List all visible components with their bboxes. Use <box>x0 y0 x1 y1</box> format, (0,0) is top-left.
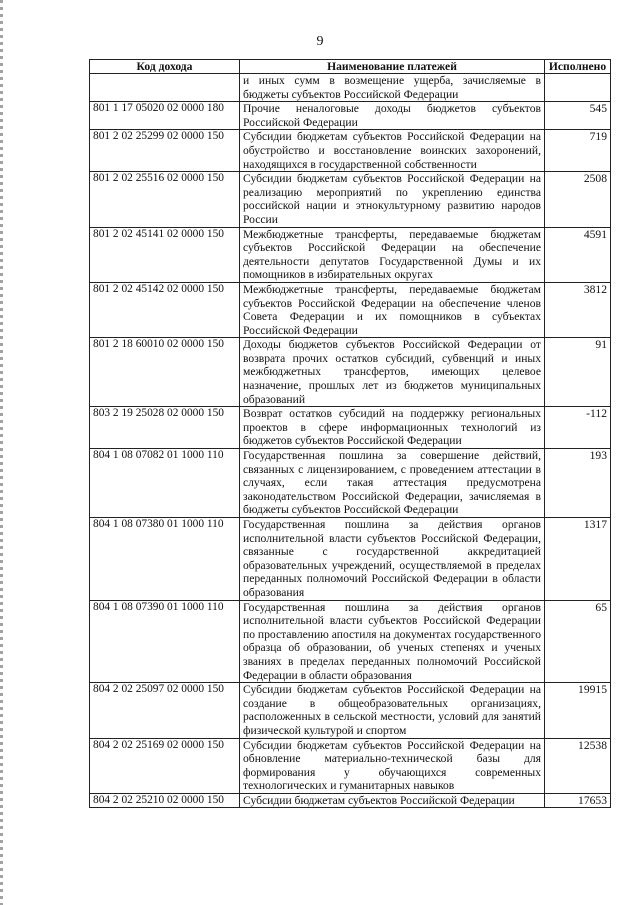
income-code: 801 2 02 25299 02 0000 150 <box>90 130 240 172</box>
income-code: 801 2 02 45141 02 0000 150 <box>90 227 240 282</box>
income-code: 801 2 02 45142 02 0000 150 <box>90 282 240 337</box>
executed-amount: 719 <box>545 130 611 172</box>
page-number: 9 <box>316 34 324 49</box>
table-row <box>90 172 611 227</box>
executed-amount: 19915 <box>545 683 611 738</box>
payment-name: Межбюджетные трансферты, передаваемые бюджетам субъектов Российской Федерации на обеспечение членов Совета Федерации и их помощников в субъектах Российской Федерации <box>240 282 545 337</box>
payment-name: Субсидии бюджетам субъектов Российской Федерации <box>240 793 545 808</box>
income-code: 804 2 02 25169 02 0000 150 <box>90 738 240 793</box>
executed-amount: 17653 <box>545 793 611 808</box>
income-code: 801 2 02 25516 02 0000 150 <box>90 172 240 227</box>
table-row <box>90 793 611 808</box>
table-row <box>90 518 611 601</box>
executed-amount: 12538 <box>545 738 611 793</box>
executed-amount: 1317 <box>545 518 611 601</box>
payment-name: Межбюджетные трансферты, передаваемые бюджетам субъектов Российской Федерации на обеспечение деятельности депутатов Государственной Думы и их помощников в избирательных округах <box>240 227 545 282</box>
income-code: 804 2 02 25210 02 0000 150 <box>90 793 240 808</box>
revenue-table <box>89 59 611 808</box>
table-row <box>90 600 611 683</box>
payment-name: Прочие неналоговые доходы бюджетов субъектов Российской Федерации <box>240 102 545 130</box>
executed-amount: 2508 <box>545 172 611 227</box>
income-code: 804 2 02 25097 02 0000 150 <box>90 683 240 738</box>
payment-name: Государственная пошлина за действия органов исполнительной власти субъектов Российской Федерации, связанные с государственной аккредитацией образовательных учреждений, осуществляемой в пределах переданных полномочий Российской Федерации в области образования <box>240 518 545 601</box>
table-row <box>90 738 611 793</box>
table-row <box>90 683 611 738</box>
header-code: Код дохода <box>90 60 240 74</box>
header-name: Наименование платежей <box>240 60 545 74</box>
table-header-row <box>90 60 611 74</box>
payment-name: Государственная пошлина за действия органов исполнительной власти субъектов Российской Федерации по проставлению апостиля на документах государственного образца об образовании, об ученых степенях и ученых званиях в пределах переданных полномочий Российской Федерации в области образования <box>240 600 545 683</box>
income-code <box>90 74 240 102</box>
executed-amount: 545 <box>545 102 611 130</box>
executed-amount <box>545 74 611 102</box>
payment-name: Государственная пошлина за совершение действий, связанных с лицензированием, с проведением аттестации в случаях, если такая аттестация предусмотрена законодательством Российской Федерации, зачисляемая в бюджеты субъектов Российской Федерации <box>240 449 545 518</box>
income-code: 804 1 08 07082 01 1000 110 <box>90 449 240 518</box>
scan-edge-marks <box>0 0 3 905</box>
table-row <box>90 449 611 518</box>
payment-name: Возврат остатков субсидий на поддержку региональных проектов в сфере информационных технологий из бюджетов субъектов Российской Федерации <box>240 407 545 449</box>
executed-amount: 91 <box>545 338 611 407</box>
executed-amount: 4591 <box>545 227 611 282</box>
table-row <box>90 407 611 449</box>
payment-name: Субсидии бюджетам субъектов Российской Федерации на обновление материально-технической базы для формирования у обучающихся современных технологических и гуманитарных навыков <box>240 738 545 793</box>
executed-amount: -112 <box>545 407 611 449</box>
payment-name: Субсидии бюджетам субъектов Российской Федерации на создание в общеобразовательных организациях, расположенных в сельской местности, условий для занятий физической культурой и спортом <box>240 683 545 738</box>
table-row <box>90 338 611 407</box>
header-done: Исполнено <box>545 60 611 74</box>
table-row <box>90 282 611 337</box>
income-code: 803 2 19 25028 02 0000 150 <box>90 407 240 449</box>
income-code: 804 1 08 07390 01 1000 110 <box>90 600 240 683</box>
executed-amount: 193 <box>545 449 611 518</box>
payment-name: и иных сумм в возмещение ущерба, зачисляемые в бюджеты субъектов Российской Федерации <box>240 74 545 102</box>
table-row <box>90 227 611 282</box>
payment-name: Доходы бюджетов субъектов Российской Федерации от возврата прочих остатков субсидий, субвенций и иных межбюджетных трансфертов, имеющих целевое назначение, прошлых лет из бюджетов муниципальных образований <box>240 338 545 407</box>
executed-amount: 65 <box>545 600 611 683</box>
income-code: 801 2 18 60010 02 0000 150 <box>90 338 240 407</box>
payment-name: Субсидии бюджетам субъектов Российской Федерации на обустройство и восстановление воинских захоронений, находящихся в государственной собственности <box>240 130 545 172</box>
table-row <box>90 102 611 130</box>
income-code: 804 1 08 07380 01 1000 110 <box>90 518 240 601</box>
executed-amount: 3812 <box>545 282 611 337</box>
income-code: 801 1 17 05020 02 0000 180 <box>90 102 240 130</box>
payment-name: Субсидии бюджетам субъектов Российской Федерации на реализацию мероприятий по укреплению единства российской нации и этнокультурному развитию народов России <box>240 172 545 227</box>
table-row <box>90 130 611 172</box>
table-row <box>90 74 611 102</box>
